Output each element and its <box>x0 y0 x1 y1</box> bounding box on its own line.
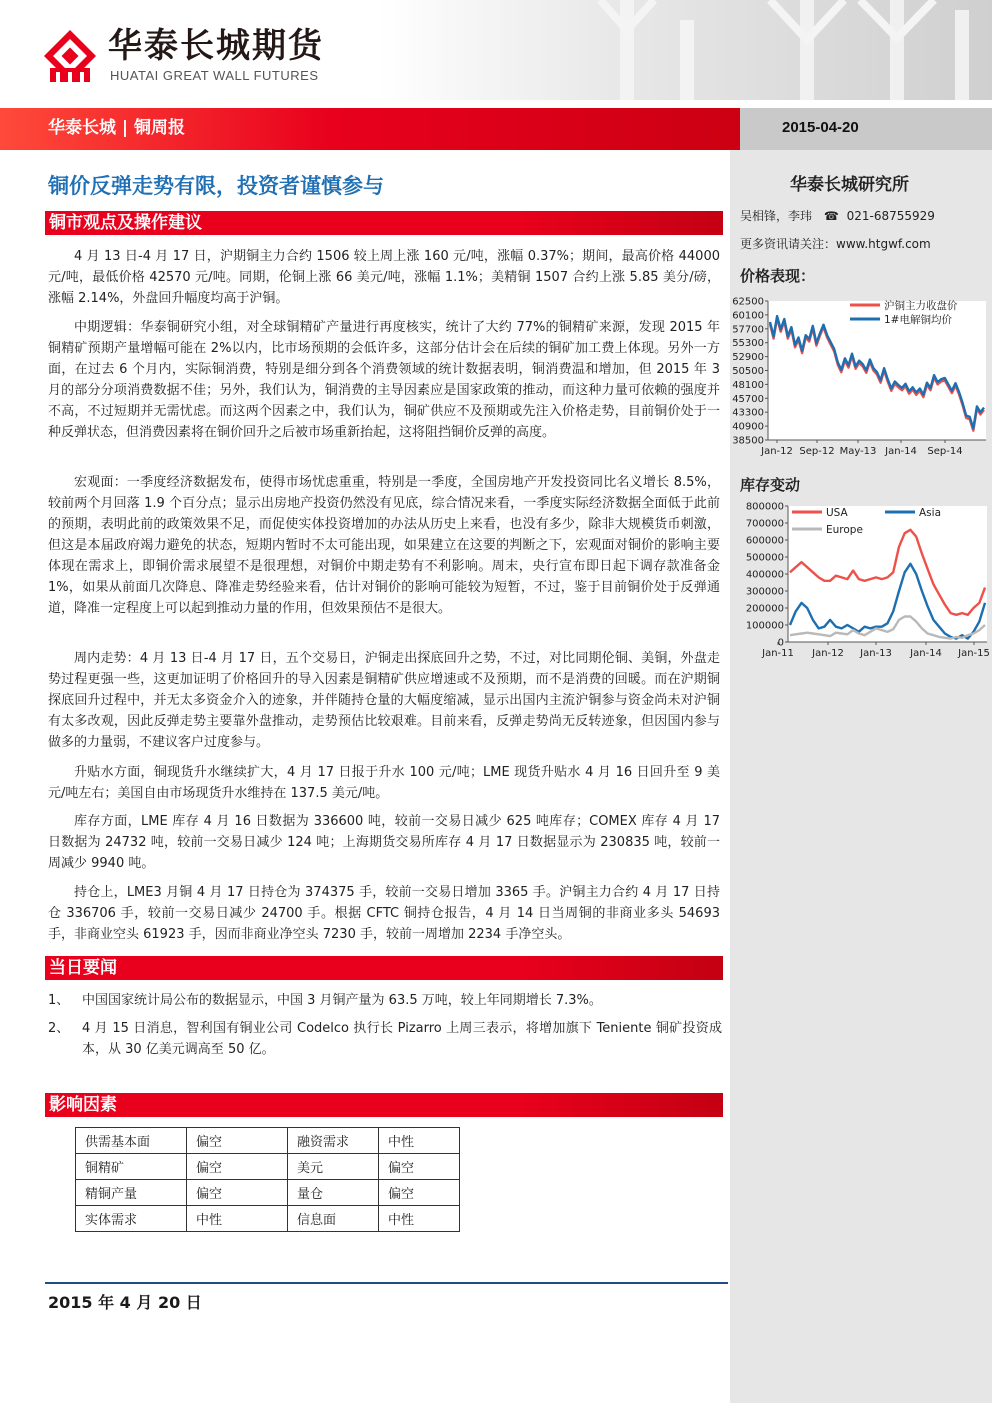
paragraph-mid-term-logic: 中期逻辑：华泰铜研究小组，对全球铜精矿产量进行再度核实，统计了大约 77%的铜精矿来源，发现 2015 年铜精矿预期产量增幅可能在 2%以内，比市场预期的会低许多，这部分估计会在后续的铜矿加工费上体现。另外一方面，在过去 6 个月内，实际铜消费，特别是细分到各个消费领域的统计数据表明，铜消费温和增加，但 2015 年 3 月的部分分项消费数据不佳；另外，我们认为，铜消费的主导因素应是国家政策的推动，而这种力量可依赖的强度并不高，不过短期并无需忧虑。而这两个因素之中，我们认为，铜矿供应不及预期或先注入价格走势，目前铜价处于一种反弹状态，但消费因素将在铜价回升之后被市场重新抬起，这将阻挡铜价反弹的高度。 <box>48 320 720 440</box>
y-tick-label: 800000 <box>745 501 784 513</box>
legend-label: Asia <box>919 507 942 519</box>
section-title: 当日要闻 <box>49 958 117 978</box>
x-tick-label: Jan-11 <box>762 648 794 659</box>
news-text: 4 月 15 日消息，智利国有铜业公司 Codelco 执行长 Pizarro 上周三表示，将增加旗下 Teniente 铜矿投资成本，从 30 亿美元调高至 50 亿。 <box>82 1021 722 1057</box>
y-tick-label: 60100 <box>732 310 764 322</box>
table-cell: 中性 <box>187 1206 288 1232</box>
news-item <box>48 1018 720 1060</box>
table-cell: 实体需求 <box>76 1206 187 1232</box>
table-cell: 中性 <box>379 1128 460 1154</box>
table-cell: 偏空 <box>379 1154 460 1180</box>
table-row <box>76 1180 460 1206</box>
table-cell: 精铜产量 <box>76 1180 187 1206</box>
x-tick-label: Jan-15 <box>958 648 990 659</box>
x-tick-label: Jan-12 <box>812 648 844 659</box>
report-label: 华泰长城 | 铜周报 <box>48 118 186 138</box>
y-tick-label: 200000 <box>745 603 784 615</box>
legend-label: 沪铜主力收盘价 <box>884 300 958 312</box>
y-tick-label: 40900 <box>732 421 764 433</box>
table-cell: 偏空 <box>187 1128 288 1154</box>
x-tick-label: Jan-13 <box>860 648 892 659</box>
table-row <box>76 1206 460 1232</box>
x-tick-label: May-13 <box>839 446 877 457</box>
y-tick-label: 400000 <box>745 569 784 581</box>
y-tick-label: 0 <box>777 637 784 649</box>
report-date: 2015-04-20 <box>782 119 859 136</box>
y-tick-label: 50500 <box>732 366 764 377</box>
table-cell: 偏空 <box>379 1180 460 1206</box>
inventory-chart <box>730 498 992 668</box>
phone-icon: ☎ <box>823 209 839 223</box>
logo-chinese-name: 华泰长城期货 <box>108 26 324 66</box>
table-cell: 量仓 <box>288 1180 379 1206</box>
paragraph-macro: 宏观面：一季度经济数据发布，使得市场忧虑重重，特别是一季度，全国房地产开发投资同比名义增长 8.5%，较前两个月回落 1.9 个百分点；显示出房地产投资仍然没有见底，综合情况来看，一季度实际经济数据全面低于此前的预期，表明此前的政策效果不足，而促使实体投资增加的办法从历史上来看，也没有多少，除非大规模货币刺激，但这是本届政府竭力避免的状态，短期内暂时不太可能出现，如果建立在这要的判断之下，宏观面对铜价的影响主要体现在需求上，即铜价需求展望不是很理想，对铜价中期走势有不利影响。周末，央行宣布即日起下调存款准备金 1%，如果从前面几次降息、降准走势经验来看，估计对铜价的影响可能较为短暂，不过，鉴于目前铜价处于反弹通道，降准一定程度上可以起到推动力量的作用，但效果预估不是很大。 <box>48 475 720 616</box>
follow-line <box>740 235 931 253</box>
price-heading: 价格表现： <box>740 267 816 285</box>
x-tick-label: Sep-12 <box>799 446 835 457</box>
legend-label: USA <box>826 507 848 519</box>
paragraph-positions: 持仓上，LME3 月铜 4 月 17 日持仓为 374375 手，较前一交易日增加 3365 手。沪铜主力合约 4 月 17 日持仓 336706 手，较前一交易日减少 24700 手。根据 CFTC 铜持仓报告，4 月 14 日当周铜的非商业多头 54693 手，非商业空头 61923 手，因而非商业净空头 7230 手，较前一周增加 2234 手净空头。 <box>48 885 720 942</box>
y-tick-label: 48100 <box>732 379 764 391</box>
paragraph-premium: 升贴水方面，铜现货升水继续扩大，4 月 17 日报于升水 100 元/吨；LME 现货升贴水 4 月 16 日回升至 9 美元/吨左右；美国自由市场现货升水维持在 137.5 美元/吨。 <box>48 765 720 801</box>
factors-table <box>75 1127 460 1232</box>
author-line <box>740 207 935 225</box>
website-link[interactable]: www.htgwf.com <box>836 237 931 251</box>
x-tick-label: Jan-14 <box>885 446 917 457</box>
news-number: 1、 <box>48 993 70 1008</box>
section-header-views <box>45 211 723 235</box>
y-tick-label: 38500 <box>732 435 764 447</box>
news-number: 2、 <box>48 1021 70 1036</box>
table-cell: 铜精矿 <box>76 1154 187 1180</box>
news-item <box>48 990 720 1011</box>
paragraph-weekly-summary: 4 月 13 日-4 月 17 日，沪期铜主力合约 1506 较上周上涨 160 元/吨，涨幅 0.37%；期间，最高价格 44000 元/吨，最低价格 42570 元/吨。同期，伦铜上涨 66 美元/吨，涨幅 1.1%；美精铜 1507 合约上涨 5.85 美分/磅，涨幅 2.14%，外盘回升幅度均高于沪铜。 <box>48 249 720 306</box>
company-logo-icon <box>42 28 98 84</box>
footer-date: 2015 年 4 月 20 日 <box>48 1293 202 1312</box>
y-tick-label: 57700 <box>732 324 764 336</box>
table-cell: 供需基本面 <box>76 1128 187 1154</box>
y-tick-label: 500000 <box>745 552 784 564</box>
table-cell: 融资需求 <box>288 1128 379 1154</box>
institute-name: 华泰长城研究所 <box>790 175 909 195</box>
paragraph-inventory: 库存方面，LME 库存 4 月 16 日数据为 336600 吨，较前一交易日减少 625 吨库存；COMEX 库存 4 月 17 日数据为 24732 吨，较前一交易日减少 124 吨；上海期货交易所库存 4 月 17 日数据显示为 230835 吨，较前一周减少 9940 吨。 <box>48 814 720 871</box>
inventory-heading: 库存变动 <box>740 476 801 494</box>
news-text: 中国国家统计局公布的数据显示，中国 3 月铜产量为 63.5 万吨，较上年同期增长 7.3%。 <box>82 993 602 1008</box>
section-title: 铜市观点及操作建议 <box>49 213 202 233</box>
y-tick-label: 700000 <box>745 518 784 530</box>
table-row <box>76 1154 460 1180</box>
y-tick-label: 600000 <box>745 535 784 547</box>
header-decoration <box>560 0 992 100</box>
y-tick-label: 300000 <box>745 586 784 598</box>
author-names: 吴相锋，李玮 <box>740 209 813 223</box>
table-cell: 偏空 <box>187 1180 288 1206</box>
x-tick-label: Jan-14 <box>910 648 942 659</box>
table-cell: 偏空 <box>187 1154 288 1180</box>
legend-label: Europe <box>826 524 863 536</box>
x-tick-label: Sep-14 <box>927 446 963 457</box>
price-chart <box>730 290 992 462</box>
table-cell: 中性 <box>379 1206 460 1232</box>
y-tick-label: 52900 <box>732 352 764 364</box>
phone-number: 021-68755929 <box>846 209 935 223</box>
y-tick-label: 62500 <box>732 296 764 308</box>
section-header-factors <box>45 1093 723 1117</box>
y-tick-label: 55300 <box>732 338 764 350</box>
footer-divider <box>45 1282 728 1284</box>
page-title: 铜价反弹走势有限，投资者谨慎参与 <box>48 174 384 198</box>
section-header-news <box>45 956 723 980</box>
table-row <box>76 1128 460 1154</box>
section-title: 影响因素 <box>49 1095 117 1115</box>
y-tick-label: 100000 <box>745 620 784 632</box>
follow-label: 更多资讯请关注： <box>740 237 837 251</box>
table-cell: 美元 <box>288 1154 379 1180</box>
y-tick-label: 45700 <box>732 393 764 405</box>
date-banner <box>740 108 992 150</box>
logo-english-name: HUATAI GREAT WALL FUTURES <box>110 68 319 83</box>
y-tick-label: 43300 <box>732 407 764 419</box>
paragraph-weekly-trend: 周内走势：4 月 13 日-4 月 17 日，五个交易日，沪铜走出探底回升之势，不过，对比同期伦铜、美铜，外盘走势过程更强一些，这更加证明了价格回升的导入因素是铜精矿供应增速或不及预期，而不是消费的回暖。而在沪期铜探底回升过程中，并无太多资金介入的迹象，并伴随持仓量的大幅度缩减，显示出国内主流沪铜参与资金尚未对沪铜有太多改观，因此反弹走势主要靠外盘推动，走势预估比较艰难。目前来看，反弹走势尚无反转迹象，但因国内参与做多的力量弱，不建议客户过度参与。 <box>48 651 720 750</box>
x-tick-label: Jan-12 <box>761 446 793 457</box>
legend-label: 1#电解铜均价 <box>884 314 952 326</box>
table-cell: 信息面 <box>288 1206 379 1232</box>
